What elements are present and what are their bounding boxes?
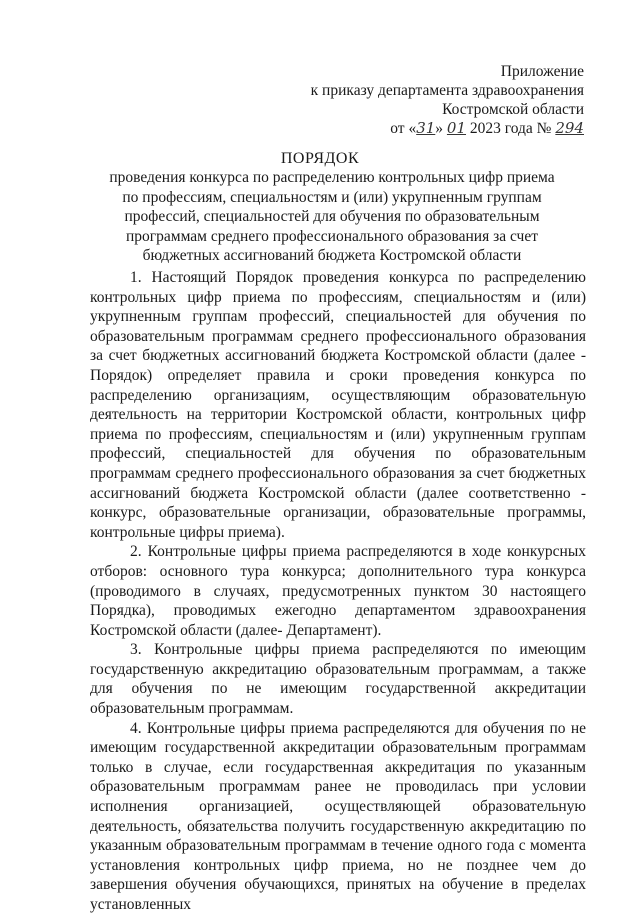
document-subtitle: проведения конкурса по распределению контрольных цифр приема по профессиям, специальностям и (или) укрупненным группам профессий, специальностей для обучения по образовательным программам среднего профессионального образования за счет бюджетных ассигнований бюджета Костромской области bbox=[109, 169, 555, 264]
date-prefix: от « bbox=[390, 120, 417, 137]
year-text: 2023 года № bbox=[466, 120, 556, 137]
appendix-date-line bbox=[311, 119, 584, 138]
paragraph-2: 2. Контрольные цифры приема распределяются в ходе конкурсных отборов: основного тура конкурса; дополнительного тура конкурса (проводимого в случаях, предусмотренных пунктом 30 настоящего Порядка), проводимых ежегодно департаментом здравоохранения Костромской области (далее- Департамент). bbox=[90, 543, 586, 639]
handwritten-day: 31 bbox=[416, 119, 436, 137]
handwritten-month: 01 bbox=[446, 119, 467, 137]
appendix-header bbox=[311, 62, 584, 138]
paragraph-4: 4. Контрольные цифры приема распределяются для обучения по не имеющим государственной аккредитации образовательным программам только в случае, если государственная аккредитация по указанным образовательным программам ранее не проводилась при условии исполнения организацией, осуществляющей образовательную деятельность, обязательства получить государственную аккредитацию по указанным образовательным программам в течение одного года с момента установления контрольных цифр приема, но не позднее чем до завершения обучения обучающихся, принятых на обучение в пределах установленных bbox=[90, 719, 586, 913]
appendix-order-ref: к приказу департамента здравоохранения bbox=[310, 82, 584, 99]
paragraph-3: 3. Контрольные цифры приема распределяются по имеющим государственную аккредитацию образовательным программам, а также для обучения по не имеющим государственной аккредитации образовательным программам. bbox=[90, 641, 586, 718]
paragraph-1: 1. Настоящий Порядок проведения конкурса по распределению контрольных цифр приема по профессиям, специальностям и (или) укрупненным группам профессий, специальностей для обучения по образовательным программам среднего профессионального образования за счет бюджетных ассигнований бюджета Костромской области (далее - Порядок) определяет правила и сроки проведения конкурса по распределению организациям, осуществляющим образовательную деятельность на территории Костромской области, контрольных цифр приема по профессиям, специальностям и (или) укрупненным группам профессий, специальностей для обучения по образовательным программам среднего профессионального образования за счет бюджетных ассигнований бюджета Костромской области (далее соответственно - конкурс, образовательные организации, образовательные программы, контрольные цифры приема). bbox=[90, 269, 586, 541]
handwritten-order-number: 294 bbox=[555, 119, 584, 137]
appendix-region: Костромской области bbox=[442, 101, 584, 118]
document-body bbox=[90, 268, 586, 915]
appendix-label: Приложение bbox=[500, 63, 584, 80]
day-separator: » bbox=[435, 120, 447, 137]
document-title: ПОРЯДОК bbox=[280, 150, 360, 167]
